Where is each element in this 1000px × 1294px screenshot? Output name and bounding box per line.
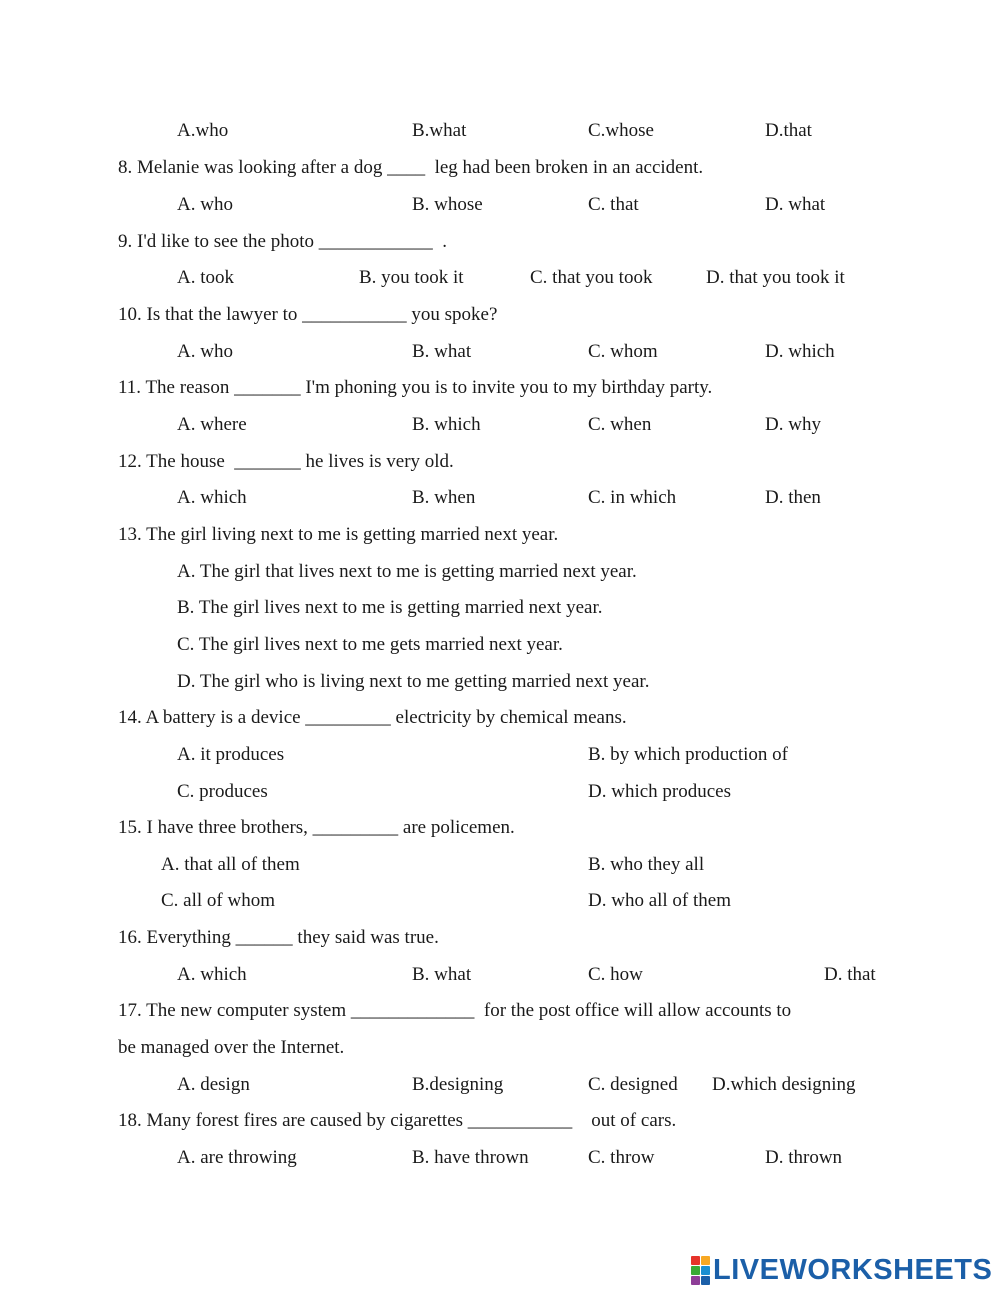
- q7-option-c: C.whose: [588, 120, 654, 141]
- q13-option-b: B. The girl lives next to me is getting married next year.: [177, 597, 603, 618]
- q12-option-b: B. when: [412, 487, 476, 508]
- q15-option-c: C. all of whom: [161, 890, 275, 911]
- q9-option-a: A. took: [177, 267, 234, 288]
- q13-option-a: A. The girl that lives next to me is getting married next year.: [177, 561, 637, 582]
- liveworksheets-logo: [691, 1255, 992, 1285]
- q10-option-b: B. what: [412, 341, 472, 362]
- q18-option-d: D. thrown: [765, 1147, 843, 1168]
- q10-option-c: C. whom: [588, 341, 658, 362]
- q18-option-b: B. have thrown: [412, 1147, 529, 1168]
- q9-option-b: B. you took it: [359, 267, 464, 288]
- q11-option-b: B. which: [412, 414, 481, 435]
- q8-option-b: B. whose: [412, 194, 483, 215]
- q17-option-d: D.which designing: [712, 1074, 856, 1095]
- q13-option-d: D. The girl who is living next to me getting married next year.: [177, 671, 650, 692]
- q16-option-d: D. that: [824, 964, 876, 985]
- q10-option-d: D. which: [765, 341, 835, 362]
- q17-stem-line2: be managed over the Internet.: [118, 1037, 345, 1058]
- q7-option-a: A.who: [177, 120, 229, 141]
- q17-stem-line1: 17. The new computer system _____________ for the post office will allow accounts to: [118, 1000, 792, 1021]
- q8-option-d: D. what: [765, 194, 826, 215]
- q15-option-d: D. who all of them: [588, 890, 732, 911]
- q17-option-c: C. designed: [588, 1074, 678, 1095]
- q11-option-a: A. where: [177, 414, 247, 435]
- q13-stem: 13. The girl living next to me is getting married next year.: [118, 524, 559, 545]
- q9-option-c: C. that you took: [530, 267, 653, 288]
- q12-option-c: C. in which: [588, 487, 677, 508]
- q15-stem: 15. I have three brothers, _________ are policemen.: [118, 817, 515, 838]
- q8-option-c: C. that: [588, 194, 639, 215]
- q11-option-d: D. why: [765, 414, 821, 435]
- q12-stem: 12. The house _______ he lives is very old.: [118, 451, 454, 472]
- q18-stem: 18. Many forest fires are caused by cigarettes ___________ out of cars.: [118, 1110, 677, 1131]
- q16-option-a: A. which: [177, 964, 247, 985]
- q14-option-d: D. which produces: [588, 781, 731, 802]
- q9-stem: 9. I'd like to see the photo ____________ .: [118, 231, 448, 252]
- q18-option-c: C. throw: [588, 1147, 655, 1168]
- q14-stem: 14. A battery is a device _________ electricity by chemical means.: [118, 707, 627, 728]
- q18-option-a: A. are throwing: [177, 1147, 297, 1168]
- q17-option-b: B.designing: [412, 1074, 504, 1095]
- q11-stem: 11. The reason _______ I'm phoning you is to invite you to my birthday party.: [118, 377, 713, 398]
- logo-text: LIVEWORKSHEETS: [713, 1253, 993, 1286]
- q16-option-b: B. what: [412, 964, 472, 985]
- q10-option-a: A. who: [177, 341, 233, 362]
- q14-option-a: A. it produces: [177, 744, 285, 765]
- q13-option-c: C. The girl lives next to me gets married next year.: [177, 634, 563, 655]
- q8-option-a: A. who: [177, 194, 233, 215]
- q12-option-a: A. which: [177, 487, 247, 508]
- q16-option-c: C. how: [588, 964, 643, 985]
- q15-option-a: A. that all of them: [161, 854, 300, 875]
- logo-blocks-icon: [691, 1256, 710, 1285]
- q14-option-c: C. produces: [177, 781, 268, 802]
- q8-stem: 8. Melanie was looking after a dog ____ leg had been broken in an accident.: [118, 157, 704, 178]
- q10-stem: 10. Is that the lawyer to ___________ you spoke?: [118, 304, 498, 325]
- q14-option-b: B. by which production of: [588, 744, 789, 765]
- q9-option-d: D. that you took it: [706, 267, 845, 288]
- q11-option-c: C. when: [588, 414, 652, 435]
- q15-option-b: B. who they all: [588, 854, 705, 875]
- q7-option-d: D.that: [765, 120, 812, 141]
- q16-stem: 16. Everything ______ they said was true.: [118, 927, 439, 948]
- q17-option-a: A. design: [177, 1074, 250, 1095]
- q12-option-d: D. then: [765, 487, 821, 508]
- q7-option-b: B.what: [412, 120, 467, 141]
